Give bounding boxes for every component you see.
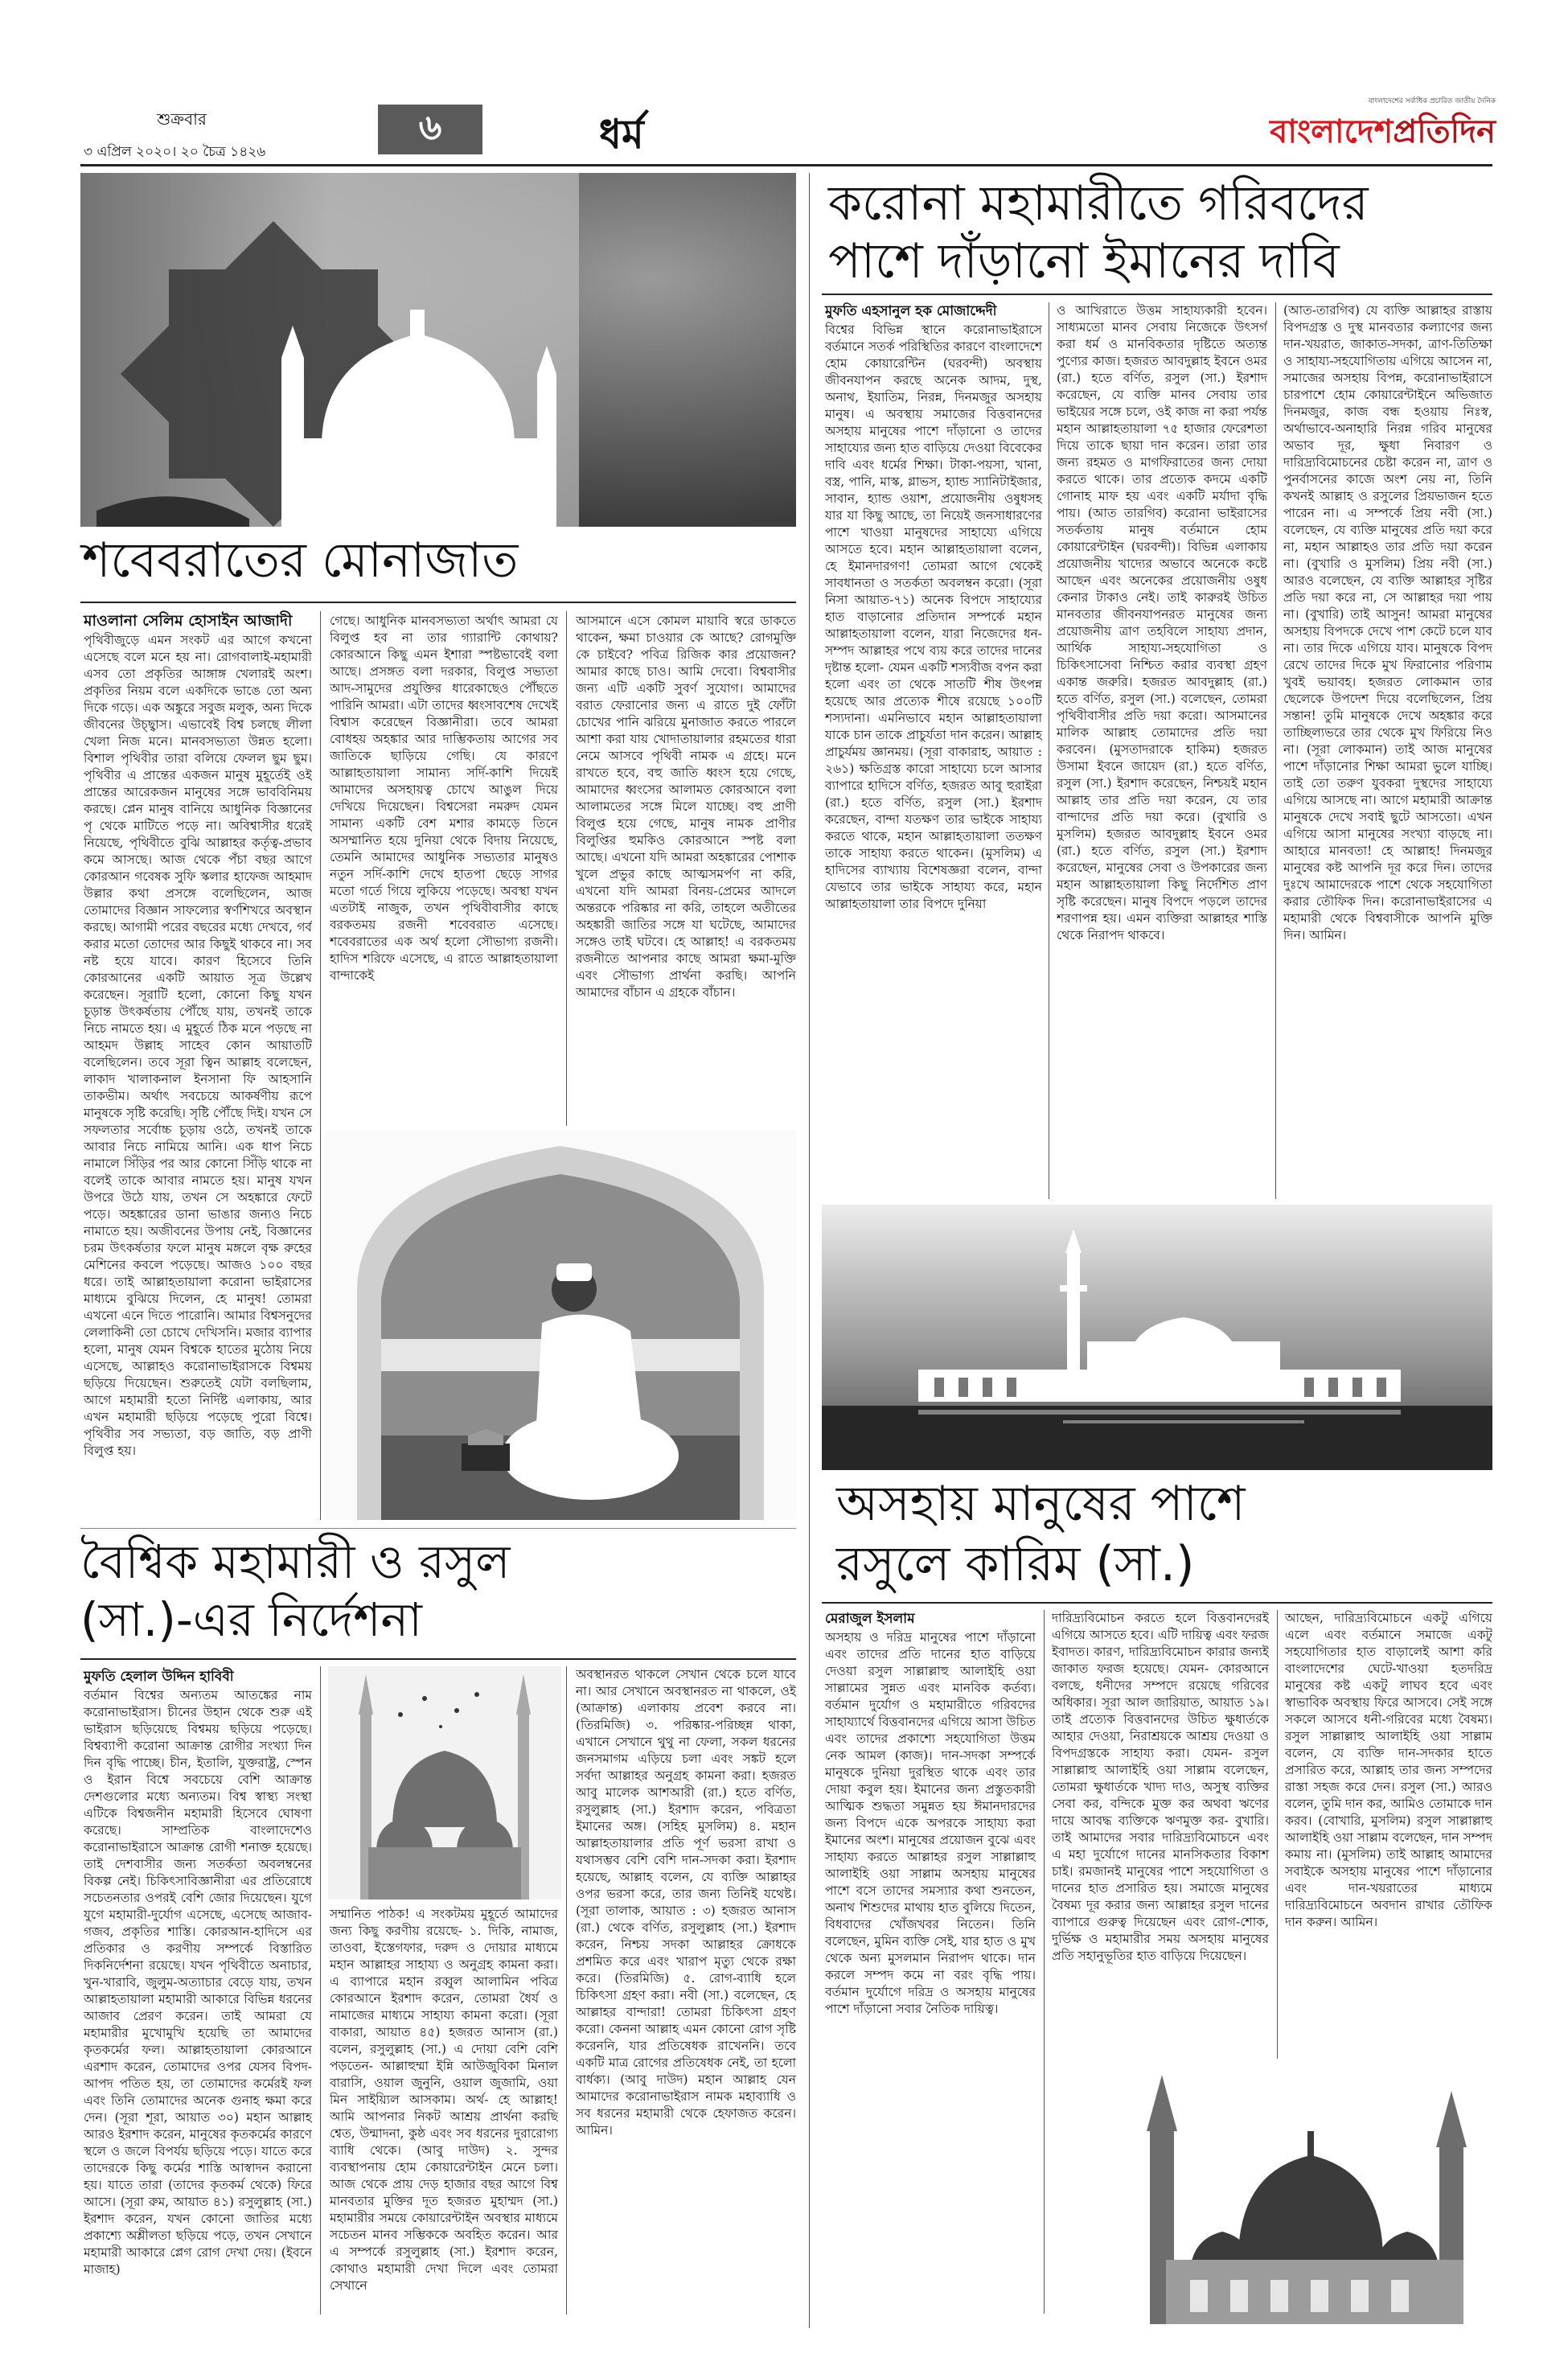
header-day: শুক্রবার xyxy=(157,109,207,129)
article3-col3 xyxy=(1285,1610,1492,2125)
article4-headline-line2: (সা.)-এর নির্দেশনা xyxy=(80,1592,422,1647)
article4-col1 xyxy=(84,1687,312,2314)
article3-col1 xyxy=(825,1629,1036,2313)
article4-col3 xyxy=(576,1666,796,2314)
article3-byline: মেরাজুল ইসলাম xyxy=(825,1611,915,1627)
article2-col2-text: ও আখিরাতে উত্তম সাহায্যকারী হবেন। সাধ্যমতো মানব সেবায় নিজেকে উৎসর্গ করা ধর্ম ও মানবিকতার দৃষ্টিতে অত্যন্ত পুণ্যের কাজ। হজরত আবদুল্লাহ ইবনে ওমর (রা.) হতে বর্ণিত, রসুল (সা.) ইরশাদ করেছেন, যে ব্যক্তি মানব সেবায় তার ভাইয়ের সঙ্গে চলে, ওই কাজ না করা পর্যন্ত মহান আল্লাহতায়ালা ৭৫ হাজার ফেরেশতা দিয়ে তাকে ছায়া দান করেন। তারা তার জন্য রহমত ও মাগফিরাতের জন্য দোয়া করতে থাকে। তার প্রত্যেক কদমে একটি গোনাহ মাফ হয় এবং একটি মর্যাদা বৃদ্ধি পায়। (আত তারগিব) করোনা ভাইরাসের সতর্কতায় মানুষ বর্তমানে হোম কোয়ারেন্টাইন (ঘরবন্দী)। বিভিন্ন এলাকায় প্রয়োজনীয় খাদ্যের অভাবে অনেকে কষ্টে আছেন এবং অনেকের প্রয়োজনীয় ওষুধ কেনার টাকাও নেই। তাই কারুরই উচিত মানবতার জীবনযাপনরত মানুষের জন্য প্রয়োজনীয় ত্রাণ তহবিলে সাহায্য প্রদান, আর্থিক সাহায্য-সহযোগিতা ও চিকিৎসাসেবা নিশ্চিত করার ব্যবস্থা গ্রহণ একান্ত জরুরি। হজরত আবদুল্লাহ (রা.) হতে বর্ণিত, রসুল (সা.) বলেছেন, তোমরা পৃথিবীবাসীর প্রতি দয়া করো। আসমানের মালিক আল্লাহ তোমাদের প্রতি দয়া করবেন। (মুসতাদরাকে হাকিম) হজরত উসামা ইবনে জায়েদ (রা.) হতে বর্ণিত, রসুল (সা.) ইরশাদ করেছেন, নিশ্চয়ই মহান আল্লাহ তার প্রতি দয়া করেন, যে তার বান্দাদের প্রতি দয়া করে। (বুখারি ও মুসলিম) হজরত আবদুল্লাহ ইবনে ওমর (রা.) হতে বর্ণিত, রসুল (সা.) ইরশাদ করেছেন, মানুষের সেবা ও উপকারের জন্য মহান আল্লাহতায়ালা কিছু নির্দেশিত প্রাণ সৃষ্টি করেছেন। মানুষ বিপদে পড়লে তাদের শরণাপন্ন হয়। এমন ব্যক্তিরা আল্লাহর শাস্তি থেকে নিরাপদ থাকবে। xyxy=(1057,303,1267,943)
masthead-rule xyxy=(80,164,1492,166)
page-number-box xyxy=(378,105,482,154)
article4-col-divider-2 xyxy=(566,1666,567,2314)
article3-col2 xyxy=(1052,1610,1269,2060)
article4-top-rule xyxy=(80,1528,796,1529)
article4-byline: মুফতি হেলাল উদ্দিন হাবিবী xyxy=(84,1669,234,1685)
article2-col1 xyxy=(825,322,1042,1198)
article1-rule xyxy=(80,602,796,603)
article1-col3-text: আসমানে এসে কোমল মায়াবি স্বরে ডাকতে থাকেন, ক্ষমা চাওয়ার কে আছে? রোগমুক্তি কে চাইবে? পবিত্র রিজিক কার প্রয়োজন? আমার কাছে চাও। আমি দেবো। বিশ্ববাসীর জন্য এটি একটি সুবর্ণ সুযোগ। আমাদের বরাত ফেরানোর জন্য এ রাতে দুই ফোঁটা চোখের পানি ঝরিয়ে মুনাজাত করতে পারলে আশা করা যায় খোদাতায়ালার রহমতের ধারা নেমে আসবে পৃথিবী নামক এ গ্রহে। মনে রাখতে হবে, বহু জাতি ধ্বংস হয়ে গেছে, আমাদের ধ্বংসের আলামত কোরআনে বলা আলামতের সঙ্গে মিলে যাচ্ছে। বহু প্রাণী বিলুপ্ত হয়ে গেছে, মানুষ নামক প্রাণীর বিলুপ্তির হুমকিও কোরআনে স্পষ্ট বলা আছে। এখনো যদি আমরা অহঙ্কারের পোশাক খুলে প্রভুর কাছে আত্মসমর্পণ না করি, এখনো যদি আমরা বিনয়-প্রেমের আদলে অন্তরকে পরিষ্কার না করি, তাহলে অতীতের অহঙ্কারী জাতির সঙ্গে যা ঘটেছে, আমাদের সঙ্গেও তাই ঘটবে। হে আল্লাহ! এ বরকতময় রজনীতে আপনার কাছে আমরা ক্ষমা-মুক্তি এবং সৌভাগ্য প্রার্থনা করছি। আপনি আমাদের বাঁচান এ গ্রহকে বাঁচান। xyxy=(576,614,796,1000)
floating-mosque-photo xyxy=(822,1205,1492,1470)
article1-col2 xyxy=(330,613,558,1127)
article-divider-right xyxy=(809,173,810,2328)
article1-col3 xyxy=(576,613,796,1127)
article2-col2 xyxy=(1057,302,1267,1199)
article1-col2-text: গেছে। আধুনিক মানবসভ্যতা অর্থাৎ আমরা যে বিলুপ্ত হব না তার গ্যারান্টি কোথায়? কোরআনে কিছু এমন ইশারা স্পষ্টভাবেই বলা আছে। প্রসঙ্গত বলা দরকার, বিলুপ্ত সভ্যতা আদ-সামুদের প্রযুক্তির ধারেকাছেও পৌঁছতে পারিনি আমরা। এটা তাদের ধ্বংসাবশেষ দেখেই বিশ্বাস করেছেন বিজ্ঞানীরা। তবে আমরা বোধহয় অহঙ্কার আর দাম্ভিকতায় আগের সব জাতিকে ছাড়িয়ে গেছি। যে কারণে আল্লাহতায়ালা সামান্য সর্দি-কাশি দিয়েই আমাদের অসহায়ত্ব চোখে আঙুল দিয়ে দেখিয়ে দিয়েছেন। বিশ্বসেরা নমরুদ যেমন সামান্য একটি বেশ মশার কামড়ে তিনে অসম্মানিত হয়ে দুনিয়া থেকে বিদায় নিয়েছে, তেমনি আমাদের আধুনিক সভ্যতার মানুষও নতুন সর্দি-কাশি দেখে হাতপা ছেড়ে সাগর মতো গর্তে গিয়ে লুকিয়ে পড়েছে। অবস্থা যখন এতটাই নাজুক, তখন পৃথিবীবাসীর কাছে বরকতময় রজনী শবেবরাত এসেছে। শবেবরাতের এক অর্থ হলো সৌভাগ্য রজনী। হাদিস শরিফে এসেছে, এ রাতে আল্লাহতায়ালা বান্দাকেই xyxy=(330,614,558,983)
article3-col-divider-2 xyxy=(1277,1610,1278,2060)
article1-byline: মাওলানা সেলিম হোসাইন আজাদী xyxy=(84,612,293,630)
green-dome-mosque-illustration xyxy=(1118,2059,1492,2324)
article2-col3-text: (আত-তারগিব) যে ব্যক্তি আল্লাহর রাস্তায় বিপদগ্রস্ত ও দুস্থ মানবতার কল্যাণের জন্য দান-খয়রাত, জাকাত-সদকা, ত্রাণ-তিতিক্ষা ও সাহায্য-সহযোগিতায় এগিয়ে আসেন না, সমাজের অসহায় বিপন্ন, করোনাভাইরাসে চারপাশে হোম কোয়ারেন্টাইনে অভিজাত দিনমজুর, কাজ বন্ধ হওয়ায় নিঃস্ব, অর্থাভাবে-অনাহারি নিরন্ন গরিব মানুষের অভাব দূর, ক্ষুধা নিবারণ ও দারিদ্র্যবিমোচনের চেষ্টা করেন না, ত্রাণ ও পুনর্বাসনের কাজে অংশ নেয় না, তিনি কখনই আল্লাহ ও রসুলের প্রিয়ভাজন হতে পারেন না। এ সম্পর্কে প্রিয় নবী (সা.) বলেছেন, যে ব্যক্তি মানুষের প্রতি দয়া করে না, মহান আল্লাহও তার প্রতি দয়া করেন না। (বুখারি ও মুসলিম) প্রিয় নবী (সা.) আরও বলেছেন, যে ব্যক্তি আল্লাহর সৃষ্টির প্রতি দয়া করে না, সে আল্লাহর দয়া পায় না। (বুখারি) তাই আসুন! আমরা মানুষের অসহায় বিপদকে দেখে পাশ কেটে চলে যাব না। তার দিকে এগিয়ে যাব। মানুষকে বিপদ রেখে তাদের দিকে মুখ ফিরানোর পরিণাম খুবই ভয়াবহ। হজরত লোকমান তার ছেলেকে উপদেশ দিয়ে বলেছিলেন, প্রিয় সন্তান! তুমি মানুষকে দেখে অহঙ্কার করে তাচ্ছিল্যভরে তার থেকে মুখ ফিরিয়ে নিও না। (সূরা লোকমান) তাই আজ মানুষের পাশে দাঁড়ানোর শিক্ষা আমরা ভুলে যাচ্ছি। তাই তো তরুণ যুবকরা দুস্থদের সাহায্যে এগিয়ে আসছে না। আগে মহামারী আক্রান্ত মানুষকে দেখে সবাই ছুটে আসতো। এখন এগিয়ে আসা মানুষের সংখ্যা বাড়ছে না। আহারে মানবতা! হে আল্লাহ! দিনমজুর মানুষের কষ্ট আপনি দূর করে দিন। তাদের দুঃখে আমাদেরকে পাশে থেকে সহযোগিতা করার তৌফিক দিন। করোনাভাইরাসের এ মহামারী থেকে বিশ্ববাসীকে আপনি মুক্তি দিন। আমিন। xyxy=(1283,303,1492,943)
brand-tagline: বাংলাদেশের সর্বাধিক প্রচারিত জাতীয় দৈনিক xyxy=(1368,97,1496,105)
header-date: ৩ এপ্রিল ২০২০। ২০ চৈত্র ১৪২৬ xyxy=(84,144,266,160)
article1-col1-text: পৃথিবীজুড়ে এমন সংকট এর আগে কখনো এসেছে বলে মনে হয় না। রোগবালাই-মহামারী এসব তো প্রকৃতির আঙ্গাঙ্গ খেলারই অংশ। প্রকৃতির নিয়ম বলে একদিকে ভাঙে তো অন্য দিকে গড়ে। এক অঙ্কুরে সবুজ মলুক, অন্য দিকে জীবনের উচ্ছ্বাস। এভাবেই বিশ্ব চলছে লীলা খেলা নিজ মনে। মানবসভ্যতা উন্নত হলো। বিশাল পৃথিবীর তারা বলিয়ে ফেলল ছুম ছুম। পৃথিবীর এ প্রান্তের একজন মানুষ মুহূর্তেই ওই প্রান্তের আরেকজন মানুষের সঙ্গে ভাববিনিময় করছে। প্লেন মানুষ বানিয়ে আধুনিক বিজ্ঞানের পৃ থেকে মাটিতে পড়ে না। অবিশ্বাসীর ধরেই নিয়েছে, পৃথিবীতে বুঝি আল্লাহর কর্তৃত্ব-প্রভাব কমে আসছে। আজ থেকে পঁচা বছর আগে কোরআন গবেষক সুফি স্কলার হাফেজ আহমাদ উল্লার কথা প্রসঙ্গে বলেছিলেন, আজ তোমাদের বিজ্ঞান সাফল্যের স্বর্ণশিখরে অবস্থান করছে। আগামী পরের বছরের মধ্যে দেখবে, গর্ব করার মতো তোদের আর কিছুই থাকবে না। সব নষ্ট হয়ে যাবে। কারণ হিসেবে তিনি কোরআনের একটি আয়াত সূত্র উল্লেখ করেছেন। সূরাটি হলো, কোনো কিছু যখন চূড়ান্ত উৎকর্ষতায় পৌঁছে যায়, তখনই তাকে নিচে নামতে হয়। এ মুহূর্তে ঠিক মনে পড়ছে না আহমদ উল্লাহ সাহেব কোন আয়াতটি বলেছিলেন। তবে সূরা ত্বিন আল্লাহ বলেছেন, লাকাদ খালাকনাল ইনসানা ফি আহসানি তাকভীম। অর্থাৎ সবচেয়ে আকর্ষণীয় রূপে মানুষকে সৃষ্টি করেছি। সৃষ্টি পৌঁছে দিই। যখন সে সফলতার সর্বোচ্চ চূড়ায় ওঠে, তখনই তাকে আবার নিচে নামিয়ে আনি। এক ধাপ নিচে নামালে সিঁড়ির পর আর কোনো সিঁড়ি থাকে না বলেই তাকে আবার নামতে হয়। মানুষ যখন উপরে উঠে যায়, তখন সে অহঙ্কারে ফেটে পড়ে। অহঙ্কারের ডানা ভাঙার জন্যও নিচে নামাতে হয়। অজীবনের উপায় নেই, বিজ্ঞানের চরম উৎকর্ষতার ফলে মানুষ মঙ্গলে বৃক্ষ রুহের মেশিনের কবলে পড়েছে। আজও ১০০ বছর ধরে। তাই আল্লাহতায়ালা করোনা ভাইরাসের মাধ্যমে বুঝিয়ে দিলেন, হে মানুষ! তোমরা এখনো এনে দিতে পারোনি। আমার বিশ্বসনুদের লেলাকিনী তো চোখে দেখিসনি। মজার ব্যাপার হলো, মানুষ যেমন বিশ্বকে হাতের মুঠোয় নিয়ে এসেছে, আল্লাহও করোনাভাইরাসকে বিশ্বময় ছড়িয়ে দিয়েছেন। শুরুতেই যেটা বলছিলাম, আগে মহামারী হতো নির্দিষ্ট এলাকায়, আর এখন মহামারী ছড়িয়ে পড়েছে পুরো বিশ্বে। পৃথিবীর সব সভ্যতা, বড় জাতি, বড় প্রাণী বিলুপ্ত হয়। xyxy=(84,633,312,1458)
article4-rule xyxy=(80,1658,796,1660)
article3-headline-line1: অসহায় মানুষের পাশে xyxy=(836,1476,1246,1532)
mosque-illustration xyxy=(80,173,796,527)
article1-col-divider-2 xyxy=(566,611,567,1126)
article2-byline: মুফতি এহসানুল হক মোজাদ্দেদী xyxy=(825,303,997,319)
article2-rule xyxy=(822,294,1492,295)
article2-col-divider-2 xyxy=(1275,302,1276,1199)
article4-headline-line1: বৈশ্বিক মহামারী ও রসুল xyxy=(80,1534,511,1589)
article4-col-divider-1 xyxy=(320,1666,321,2314)
article1-col-divider-1 xyxy=(320,611,321,1520)
section-title: ধর্ম xyxy=(599,111,644,158)
article4-col1-text: বর্তমান বিশ্বের অন্যতম আতঙ্কের নাম করোনাভাইরাস। চীনের উহান থেকে শুরু এই ভাইরাস ছড়িয়েছে বিশ্বময় ছড়িয়ে পড়েছে। বিশ্বব্যাপী করোনা আক্রান্ত রোগীর সংখ্যা দিন দিন বৃদ্ধি পাচ্ছে। চীন, ইতালি, যুক্তরাষ্ট্র, স্পেন ও ইরান বিশ্বে সবচেয়ে বেশি আক্রান্ত দেশগুলোর মধ্যে অন্যতম। বিশ্ব স্বাস্থ্য সংস্থা এটিকে বিশ্বজনীন মহামারী হিসেবে ঘোষণা করেছে। সাম্প্রতিক বাংলাদেশেও করোনাভাইরাসে আক্রান্ত রোগী শনাক্ত হয়েছে। তাই দেশবাসীর জন্য সতর্কতা অবলম্বনের বিকল্প নেই। চিকিৎসাবিজ্ঞানীরা এর প্রতিরোধে সচেতনতার ওপরই বেশি জোর দিয়েছেন। যুগে যুগে মহামারী-দুর্যোগ এসেছে, এসেছে আজাব-গজব, প্রকৃতির শাস্তি। কোরআন-হাদিসে এর প্রতিকার ও করণীয় সম্পর্কে বিস্তারিত দিকনির্দেশনা রয়েছে। যখন পৃথিবীতে অনাচার, খুন-খারাবি, জুলুম-অত্যাচার বেড়ে যায়, তখন আল্লাহতায়ালা মহামারী আকারে বিভিন্ন ধরনের আজাব প্রেরণ করেন। তাই আমরা যে মহামারীর মুখোমুখি হয়েছি তা আমাদের কৃতকর্মের ফল। আল্লাহতায়ালা কোরআনে এরশাদ করেন, তোমাদের ওপর যেসব বিপদ-আপদ পতিত হয়, তা তোমাদের কর্মেরই ফল এবং তিনি তোমাদের অনেক গুনাহ ক্ষমা করে দেন। (সূরা শূরা, আয়াত ৩০) মহান আল্লাহ আরও ইরশাদ করেন, মানুষের কৃতকর্মের কারণে স্থলে ও জলে বিপর্যয় ছড়িয়ে পড়ে। যাতে করে তাদেরকে কিছু কর্মের শাস্তি আস্বাদন করানো হয়। যাতে তারা (তাদের কৃতকর্ম থেকে) ফিরে আসে। (সূরা রুম, আয়াত ৪১) রসুলুল্লাহ (সা.) ইরশাদ করেন, যখন কোনো জাতির মধ্যে প্রকাশ্যে অশ্লীলতা ছড়িয়ে পড়ে, তখন সেখানে মহামারী আকারে প্লেগ রোগ দেখা দেয়। (ইবনে মাজাহ) xyxy=(84,1688,312,2277)
article3-col1-text: অসহায় ও দরিদ্র মানুষের পাশে দাঁড়ানো এবং তাদের প্রতি দানের হাত বাড়িয়ে দেওয়া রসুল সাল্লাল্লাহু আলাইহি ওয়া সাল্লামের সুন্নত এবং মানবিক কর্তব্য। বর্তমান দুর্যোগ ও মহামারীতে গরিবদের সাহায্যার্থে বিত্তবানদের এগিয়ে আসা উচিত এবং তাদের প্রকাশ্যে সহযোগিতা উত্তম নেক আমল (কাজ)। দান-সদকা সম্পর্কে মানুষকে দুনিয়া দুরস্থিত থাকে এবং তার দোয়া কবুল হয়। ইমানের জন্য প্রস্তুতকারী আত্মিক শুদ্ধতা সমুন্নত হয় ঈমানদারদের জন্য বিপদে একে অপরকে সাহায্য করা ইমানের অংশ। মানুষের প্রয়োজন বুঝে এবং সাহায্য করতে আল্লাহর রসুল সাল্লাল্লাহু আলাইহি ওয়া সাল্লাম অসহায় মানুষের পাশে বসে তাদের সমস্যার কথা শুনতেন, অনাথ শিশুদের মাথায় হাত বুলিয়ে দিতেন, বিধবাদের খোঁজখবর নিতেন। তিনি বলেছেন, মুমিন ব্যক্তি সেই, যার হাত ও মুখ থেকে অন্য মুসলমান নিরাপদ থাকে। দান করলে সম্পদ কমে না বরং বৃদ্ধি পায়। বর্তমান দুর্যোগে দরিদ্র ও অসহায় মানুষের পাশে দাঁড়ানো সবার নৈতিক দায়িত্ব। xyxy=(825,1630,1036,2016)
brand-logo xyxy=(1254,95,1496,158)
article3-col-divider-1 xyxy=(1044,1610,1045,2314)
article1-col1 xyxy=(84,632,312,1518)
page-number: ৬ xyxy=(418,106,442,148)
man-praying-photo xyxy=(325,1130,796,1520)
article2-headline-line1: করোনা মহামারীতে গরিবদের xyxy=(828,175,1369,232)
article4-col3-text: অবস্থানরত থাকলে সেখান থেকে চলে যাবে না। আর সেখানে অবস্থানরত না থাকলে, ওই (আক্রান্ত) এলাকায় প্রবেশ করবে না। (তিরমিজি) ৩. পরিষ্কার-পরিচ্ছন্ন থাকা, এখানে সেখানে থুথু না ফেলা, সকল ধরনের জনসমাগম এড়িয়ে চলা এবং সঙ্কট হলে সর্বদা আল্লাহর অনুগ্রহ কামনা করা। হজরত আবু মালেক আশআরী (রা.) হতে বর্ণিত, রসুলুল্লাহ (সা.) ইরশাদ করেন, পবিত্রতা ইমানের অঙ্গ। (সহিহ মুসলিম) ৪. মহান আল্লাহতায়ালার প্রতি পূর্ণ ভরসা রাখা ও যথাসম্ভব বেশি বেশি দান-সদকা করা। ইরশাদ হয়েছে, আল্লাহ বলেন, যে ব্যক্তি আল্লাহর ওপর ভরসা করে, তার জন্য তিনিই যথেষ্ট। (সূরা তালাক, আয়াত : ৩) হজরত আনাস (রা.) থেকে বর্ণিত, রসুলুল্লাহ (সা.) ইরশাদ করেন, নিশ্চয় সদকা আল্লাহর ক্রোধকে প্রশমিত করে এবং খারাপ মৃত্যু থেকে রক্ষা করে। (তিরমিজি) ৫. রোগ-ব্যাধি হলে চিকিৎসা গ্রহণ করা। নবী (সা.) বলেছেন, হে আল্লাহর বান্দারা! তোমরা চিকিৎসা গ্রহণ করো। কেননা আল্লাহ এমন কোনো রোগ সৃষ্টি করেননি, যার প্রতিষেধক রাখেননি। তবে একটি মাত্র রোগের প্রতিষেধক নেই, তা হলো বার্ধক্য। (আবু দাউদ) মহান আল্লাহ যেন আমাদের করোনাভাইরাস নামক মহাব্যাধি ও সব ধরনের মহামারী থেকে হেফাজত করেন। আমিন। xyxy=(576,1667,796,2138)
article2-headline-line2: পাশে দাঁড়ানো ইমানের দাবি xyxy=(828,233,1340,290)
brand-name-part1: বাংলাদেশ xyxy=(1270,113,1394,150)
article3-headline-line2: রসুলে কারিম (সা.) xyxy=(836,1536,1195,1592)
article3-rule xyxy=(822,1602,1492,1604)
article4-col2 xyxy=(330,1906,558,2314)
article3-col2-text: দারিদ্র্যবিমোচন করতে হলে বিত্তবানদেরই এগিয়ে আসতে হবে। এটি দায়িত্ব এবং ফরজ ইবাদত। কারণ, দারিদ্র্যবিমোচন কারার জন্যই জাকাত ফরজ হয়েছে। যেমন- কোরআনে বলছে, ধনীদের সম্পদে রয়েছে গরিবের অধিকার। সূরা আল জারিয়াত, আয়াত ১৯। তাই প্রত্যেক বিত্তবানদের উচিত ক্ষুধার্তকে আহার দেওয়া, নিরাশ্রয়কে আশ্রয় দেওয়া ও বিপদগ্রস্তকে সাহায্য করা। যেমন- রসুল সাল্লাল্লাহু আলাইহি ওয়া সাল্লাম বলেছেন, তোমরা ক্ষুধার্তকে খাদ্য দাও, অসুস্থ ব্যক্তির সেবা কর, বন্দিকে মুক্ত কর অথবা ঋণের দায়ে আবদ্ধ ব্যক্তিকে ঋণমুক্ত কর- বুখারি। তাই আমাদের সবার দারিদ্র্যবিমোচনে এবং এ মহা দুর্যোগে দানের মানসিকতার বিকাশ চাই। রমজানই মানুষের পাশে সহযোগিতা ও দানের হাত প্রসারিত হয়। সমাজে মানুষের বৈষম্য দূর করার জন্য আল্লাহর রসুল দানের ব্যাপারে গুরুত্ব দিয়েছেন এবং রোগ-শোক, দুর্ভিক্ষ ও মহামারীর সময় অসহায় মানুষের প্রতি সহানুভূতির হাত বাড়িয়ে দিয়েছেন। xyxy=(1052,1611,1269,1963)
article1-headline: শবেবরাতের মোনাজাত xyxy=(82,532,519,589)
mosque-minarets-photo xyxy=(328,1666,561,1900)
article2-col1-text: বিশ্বের বিভিন্ন স্থানে করোনাভাইরাসে বর্তমানে সতর্ক পরিস্থিতির কারণে বাংলাদেশে হোম কোয়ারেন্টিন (ঘরবন্দী) অবস্থায় জীবনযাপন করছে অনেক আদম, দুস্থ, অনাথ, ইয়াতিম, নিরন্ন, দিনমজুর অসহায় মানুষ। এ অবস্থায় সমাজের বিত্তবানদের অসহায় মানুষের পাশে দাঁড়ানো ও তাদের সাহায্যের জন্য হাত বাড়িয়ে দেওয়া বিবেকের দাবি এবং ধর্মের শিক্ষা। টাকা-পয়সা, খানা, বস্ত্র, পানি, মাস্ক, গ্লাভস, হ্যান্ড স্যানিটাইজার, সাবান, হ্যান্ড ওয়াশ, প্রয়োজনীয় ওষুধসহ যার যা কিছু আছে, তা নিয়েই জনসাধারণের পাশে খাওয়া মানুষদের সাহায্যে এগিয়ে আসতে হবে। মহান আল্লাহতায়ালা বলেন, হে ইমানদারগণ! তোমরা আগে থেকেই সাবধানতা ও সতর্কতা অবলম্বন করো। (সূরা নিসা আয়াত-৭১) অনেক বিপদে সাহায্যের হাত বাড়ানোর প্রতিদান সম্পর্কে মহান আল্লাহতায়ালা বলেন, যারা নিজেদের ধন-সম্পদ আল্লাহর পথে ব্যয় করে তাদের দানের দৃষ্টান্ত হলো- যেমন একটি শস্যবীজ বপন করা হলো এবং তা থেকে সাতটি শীষ উৎপন্ন হয়েছে আর প্রত্যেক শীষে রয়েছে ১০০টি শস্যদানা। এমনিভাবে মহান আল্লাহতায়ালা যাকে চান তাকে প্রাচুর্যতা দান করেন। আল্লাহ প্রাচুর্যময় জ্ঞানময়। (সূরা বাকারাহ, আয়াত : ২৬১) ক্ষতিগ্রস্ত কারো সাহায্যে চলে আসার ব্যাপারে হাদিসে বর্ণিত, হজরত আবু হুরাইরা (রা.) হতে বর্ণিত, রসুল (সা.) ইরশাদ করেছেন, বান্দা যতক্ষণ তার ভাইকে সাহায্য করতে থাকে, মহান আল্লাহতায়ালা ততক্ষণ তাকে সাহায্য করতে থাকেন। (মুসলিম) এ হাদিসের ব্যাখ্যায় বিশেষজ্ঞরা বলেন, বান্দা যেভাবে তার ভাইকে সাহায্য করে, মহান আল্লাহতায়ালা তার বিপদে দুনিয়া xyxy=(825,322,1042,911)
article2-col3 xyxy=(1283,302,1492,1199)
article3-col3-text: আছেন, দারিদ্র্যবিমোচনে একটু এগিয়ে এলে এবং বর্তমানে সমাজে একটু সহযোগিতার হাত বাড়ালেই আশা করি বাংলাদেশের ঘেটে-খাওয়া হতদরিদ্র মানুষের কষ্ট একটু লাঘব হবে এবং স্বাভাবিক অবস্থায় ফিরে আসবে। সেই সঙ্গে সকলে আসবে ধনী-গরিবের মধ্যে বৈষম্য। রসুল সাল্লাল্লাহু আলাইহি ওয়া সাল্লাম বলেন, যে ব্যক্তি দান-সদকার হাতে প্রসারিত করে, আল্লাহ তার জন্য সম্পদের রাস্তা সহজ করে দেন। রসুল (সা.) আরও বলেন, তুমি দান কর, আমিও তোমাকে দান করব। (বোখারি, মুসলিম) রসুল সাল্লাল্লাহু আলাইহি ওয়া সাল্লাম বলেছেন, দান সম্পদ কমায় না। (মুসলিম) তাই আল্লাহ আমাদের সবাইকে অসহায় মানুষের পাশে দাঁড়ানোর এবং দান-খয়রাতের মাধ্যমে দারিদ্র্যবিমোচনে অবদান রাখার তৌফিক দান করুন। আমিন। xyxy=(1285,1611,1492,1929)
article4-col2-text: সম্মানিত পাঠক! এ সংকটময় মুহূর্তে আমাদের জন্য কিছু করণীয় রয়েছে- ১. দিকি, নামাজ, তাওবা, ইস্তেগফার, দরুদ ও দোয়ার মাধ্যমে মহান আল্লাহর সাহায্য ও অনুগ্রহ কামনা করা। এ ব্যাপারে মহান রব্বুল আলামিন পবিত্র কোরআনে ইরশাদ করেন, তোমরা ধৈর্য ও নামাজের মাধ্যমে সাহায্য কামনা করো। (সূরা বাকারা, আয়াত ৪৫) হজরত আনাস (রা.) বলেন, রসুলুল্লাহ (সা.) এ দোয়া বেশি বেশি পড়তেন- আল্লাহুম্মা ইন্নি আউজুবিকা মিনাল বারাসি, ওয়াল জুনুনি, ওয়াল জুজামি, ওয়া মিন সাইয়্যিল আসকাম। অর্থ- হে আল্লাহ! আমি আপনার নিকট আশ্রয় প্রার্থনা করছি শ্বেত, উন্মাদনা, কুষ্ঠ এবং সব ধরনের দুরারোগ্য ব্যাধি থেকে। (আবু দাউদ) ২. সুন্দর ব্যবস্থাপনায় হোম কোয়ারেন্টাইন মেনে চলা। আজ থেকে প্রায় দেড় হাজার বছর আগে বিশ্ব মানবতার মুক্তির দূত হজরত মুহাম্মদ (সা.) মহামারীর সময়ে কোয়ারেন্টাইন অবস্থার মাধ্যমে সচেতন মানব সম্ভিককে অবহিত করেন। আর এ সম্পর্কে রসুলুল্লাহ (সা.) ইরশাদ করেন, কোথাও মহামারী দেখা দিলে এবং তোমরা সেখানে xyxy=(330,1907,558,2293)
brand-name-part2: প্রতিদিন xyxy=(1393,113,1496,150)
